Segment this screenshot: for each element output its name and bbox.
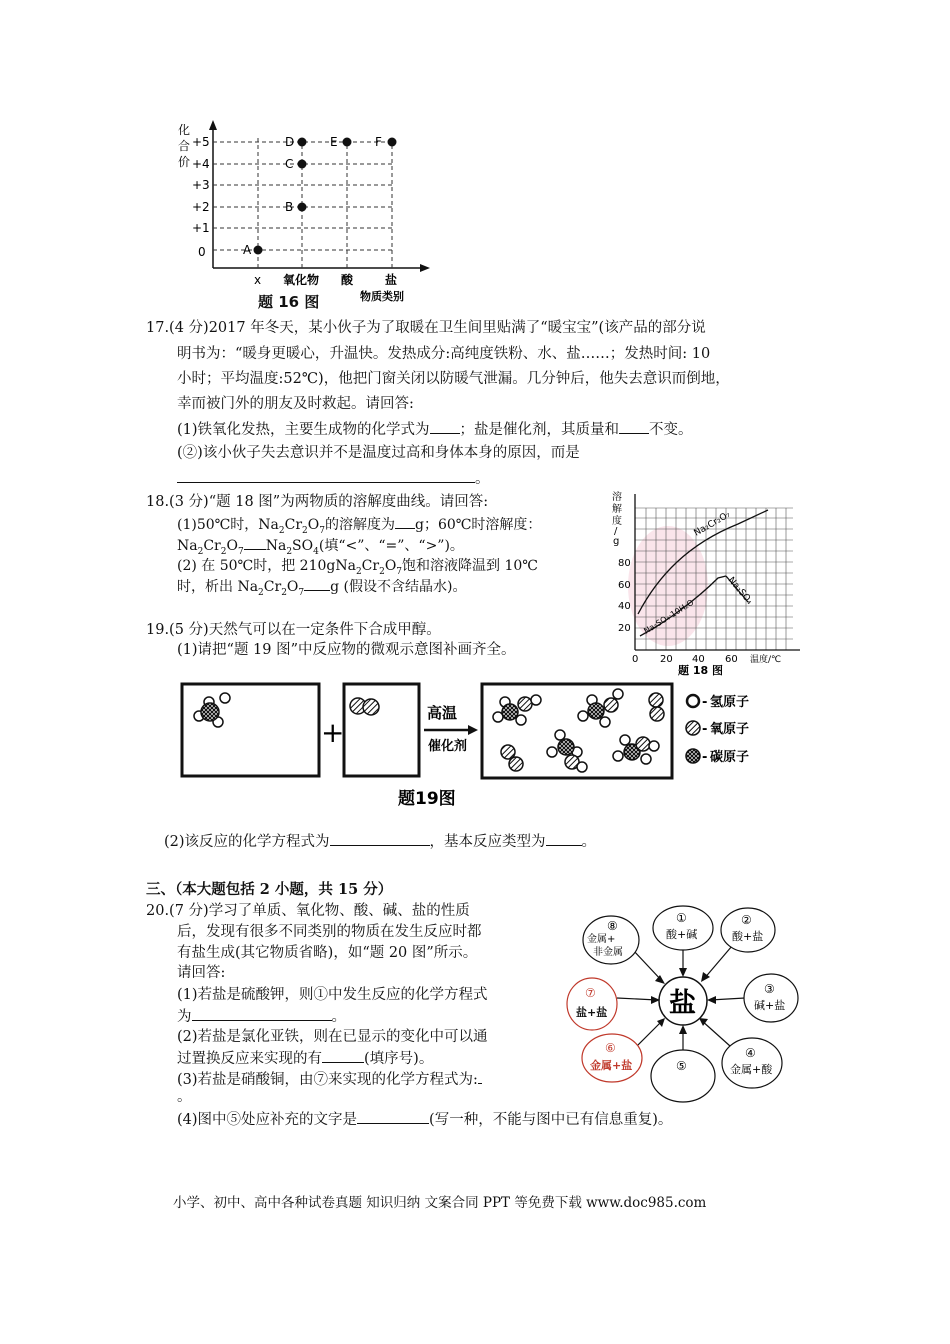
node-4-num: ④ [745,1046,756,1060]
fig16-xtick-oxide: 氧化物 [283,273,320,287]
fig16-point-c [298,160,307,169]
fig18-label-na2cr2o7: Na₂Cr₂O₇ [692,509,733,539]
fig16-point-f-label: F [375,135,382,149]
q18-line-3: $Na_2Cr_2O_7$ $Na_2SO_4$(填“<”、“=”、“>”)。 [177,535,464,562]
q19-l3a: (2)该反应的化学方程式为 [164,834,330,850]
fig18-ytick-80: 80 [618,558,631,569]
fig18-ytick-40: 40 [618,601,631,612]
fig16-point-d-label: D [285,135,295,149]
answer-blank-20-2[interactable] [322,1048,364,1063]
q17-l5a: (1)铁氧化发热，主要生成物的化学式为 [177,422,430,438]
fig16-point-f [388,138,397,147]
q18-l3b: Na [265,538,287,554]
fig16-xtick-x: x [254,273,262,287]
q18-l3a: Na [177,538,198,554]
legend-oxygen-symbol [686,721,700,735]
molecule-o2 [350,698,379,715]
q20-line-6 [177,1006,346,1027]
fig16-ytick-5: +5 [192,135,210,149]
q20-l8b: (填序号)。 [364,1051,434,1067]
node-7-text: 盐+盐 [576,1006,608,1019]
fig18-ytick-60: 60 [618,580,631,591]
node-2-text: 酸+盐 [732,930,764,943]
q20-line-1: 20.(7 分)学习了单质、氧化物、酸、碱、盐的性质 [146,903,470,919]
legend-carbon-symbol [686,749,700,763]
q20-line-4: 请回答: [177,965,226,981]
fig16-ytick-1: +1 [192,221,210,235]
node-3-text: 碱+盐 [754,999,786,1012]
fig18-ylabel-5: g [613,536,620,547]
legend-hydrogen: 氢原子 [710,695,750,710]
node-8-num: ⑧ [607,919,618,933]
answer-blank-19-2[interactable] [546,831,582,846]
figure-19 [180,680,780,810]
q17-line-6: (②)该小伙子失去意识并不是温度过高和身体本身的原因，而是 [177,445,580,461]
legend-oxygen: 氧原子 [710,722,750,737]
fig18-label-na2so4: Na₂SO₄ [725,575,755,607]
q20-l11a: (4)图中⑤处应补充的文字是 [177,1112,358,1128]
q20-l6b: 。 [331,1009,346,1025]
q18-l2b: 的溶解度为 [325,517,395,533]
fig16-ylabel-3: 价 [178,155,191,169]
answer-blank-20-3[interactable] [478,1069,482,1084]
q19-line-3 [164,831,596,852]
answer-blank-17-1[interactable] [430,419,460,434]
q19-line-2: (1)请把“题 19 图”中反应物的微观示意图补画齐全。 [177,642,516,658]
q20-line-10: 。 [177,1089,192,1105]
node-8-text-line1: 金属+ [587,934,616,945]
node-5-ellipse [651,1050,715,1102]
q18-l2a: (1)50℃时，Na [177,517,279,533]
condition-catalyst: 催化剂 [428,739,468,754]
fig16-ytick-2: +2 [192,200,210,214]
q19-l3c: 。 [581,834,597,850]
molecule-o2-product-1 [649,693,664,721]
center-salt-label: 盐 [669,988,696,1019]
fig16-ylabel-1: 化 [178,123,191,137]
q20-line-11 [177,1109,672,1130]
figure-16 [170,118,435,306]
node-2-num: ② [741,913,752,927]
svg-text:-: - [702,722,708,737]
answer-blank-20-1[interactable] [192,1006,332,1021]
q17-line-2: 明书为：“暖身更暖心，升温快。发热成分:高纯度铁粉、水、盐……；发热时间: 10 [177,346,711,362]
fig18-ytick-20: 20 [618,623,631,634]
q20-line-7: (2)若盐是氯化亚铁，则在已显示的变化中可以通 [177,1029,488,1045]
q17-l7: 。 [475,471,490,487]
node-1-text: 酸+碱 [666,928,698,941]
q20-l9: (3)若盐是硝酸铜，由⑦来实现的化学方程式为: [177,1072,478,1088]
fig16-ylabel-2: 合 [178,139,191,153]
q20-line-9 [177,1069,482,1090]
node-3-num: ③ [764,982,775,996]
answer-blank-17-2[interactable] [619,419,649,434]
fig18-ylabel-2: 解 [612,504,622,515]
molecule-o2-product-2 [501,745,523,771]
fig16-point-d [298,138,307,147]
fig16-point-e [343,138,352,147]
q18-l4b: 饱和溶液降温到 10℃ [402,558,538,574]
q18-line-2: (1)50℃时，$Na_2Cr_2O_7$的溶解度为 g；60℃时溶解度： [177,514,541,541]
footer-text: 小学、初中、高中各种试卷真题 知识归纳 文案合同 PPT 等免费下载 www.doc985.com [173,1195,707,1211]
fig16-xtick-acid: 酸 [341,273,354,287]
plus-sign: + [321,716,345,749]
q17-line-1: 17.(4 分)2017 年冬天，某小伙子为了取暖在卫生间里贴满了“暖宝宝”(该产品的部分说 [146,320,706,336]
section-3-title: 三、（本大题包括 2 小题，共 15 分） [146,881,393,898]
fig18-xtick-20: 20 [660,654,673,665]
node-6-text: 金属+盐 [590,1059,633,1072]
fig16-point-e-label: E [330,135,338,149]
figure-20 [565,898,805,1108]
q20-line-8 [177,1048,433,1069]
q19-line-1: 19.(5 分)天然气可以在一定条件下合成甲醇。 [146,622,441,638]
fig18-ylabel-4: / [614,526,618,537]
q19-l3b: ，基本反应类型为 [429,834,546,850]
q18-l3c: (填“<”、“=”、“>”)。 [318,538,464,554]
fig16-caption: 题 16 图 [258,293,320,311]
fig16-ytick-0: 0 [198,245,206,259]
svg-text:-: - [702,750,708,765]
legend-hydrogen-symbol [687,695,699,707]
fig16-ytick-4: +4 [192,157,210,171]
q20-l8a: 过置换反应来实现的有 [177,1051,322,1067]
fig19-caption: 题19图 [398,789,456,809]
q18-l2c: g；60℃时溶解度： [415,517,542,533]
molecule-ch3oh-4 [613,735,659,764]
molecule-ch3oh-2 [578,689,623,727]
node-6-num: ⑥ [605,1041,616,1055]
q17-line-5 [177,419,693,440]
molecule-ch4-1 [194,693,230,727]
answer-blank-18-2[interactable] [244,535,266,550]
fig18-ylabel-1: 溶 [612,492,622,503]
node-4-text: 金属+酸 [730,1063,773,1076]
node-7-num: ⑦ [585,986,596,1000]
node-8-text-line2: 非金属 [593,947,623,958]
fig16-xaxis-label: 物质类别 [360,290,404,303]
q17-line-3: 小时；平均温度:52℃)，他把门窗关闭以防暖气泄漏。几分钟后，他失去意识而倒地， [177,371,730,387]
fig16-point-b-label: B [285,200,294,214]
q20-line-5: (1)若盐是硫酸钾，则①中发生反应的化学方程式 [177,987,488,1003]
q18-l4: (2) 在 50℃时，把 210gNa [177,558,356,574]
q17-line-7 [177,468,490,489]
fig18-xlabel: 温度/℃ [750,655,782,665]
answer-blank-20-4[interactable] [357,1109,429,1124]
q20-l6a: 为 [177,1009,192,1025]
molecule-ch3oh-3 [547,730,587,772]
fig18-xtick-60: 60 [725,654,738,665]
fig18-xtick-0: 0 [632,654,639,665]
q18-line-5: 时，析出 $Na_2Cr_2O_7$ g (假设不含结晶水)。 [177,576,466,603]
q17-line-4: 幸而被门外的朋友及时救起。请回答: [177,396,414,412]
condition-high-temp: 高温 [427,704,458,722]
node-5-num: ⑤ [676,1059,687,1073]
fig16-xtick-salt: 盐 [385,273,398,287]
fig16-point-c-label: C [285,157,294,171]
q20-l11b: (写一种，不能与图中已有信息重复)。 [429,1112,673,1128]
fig16-ytick-3: +3 [192,178,210,192]
reactant-box-1 [182,684,319,776]
q18-line-4: (2) 在 50℃时，把 $210gNa_2Cr_2O_7$饱和溶液降温到 10℃ [177,558,538,577]
q17-l5c: 不变。 [649,422,693,438]
q18-l5b: g (假设不含结晶水)。 [330,579,467,595]
q20-line-2: 后，发现有很多不同类别的物质在发生反应时都 [177,924,482,940]
node-1-num: ① [676,911,687,925]
fig18-caption: 题 18 图 [678,664,723,676]
q17-l5b: ；盐是催化剂，其质量和 [459,422,620,438]
q20-line-3: 有盐生成(其它物质省略)，如“题 20 图”所示。 [177,945,478,961]
molecule-ch3oh-1 [493,695,541,725]
fig18-xtick-40: 40 [692,654,705,665]
fig16-point-a [254,246,263,255]
fig16-point-b [298,203,307,212]
answer-blank-19-1[interactable] [330,831,430,846]
answer-blank-18-1[interactable] [395,514,415,529]
figure-18 [608,486,808,676]
svg-text:-: - [702,695,708,710]
legend-carbon: 碳原子 [710,750,750,765]
fig16-point-a-label: A [243,243,252,257]
q18-line-1: 18.(3 分)“题 18 图”为两物质的溶解度曲线。请回答: [146,494,489,510]
answer-blank-17-3[interactable] [177,468,475,483]
answer-blank-18-3[interactable] [304,576,330,591]
q18-l5a: 时，析出 Na [177,579,259,595]
fig18-label-na2so4-10h2o: Na₂SO₄·10H₂O [642,597,696,636]
fig18-ylabel-3: 度 [612,516,622,527]
